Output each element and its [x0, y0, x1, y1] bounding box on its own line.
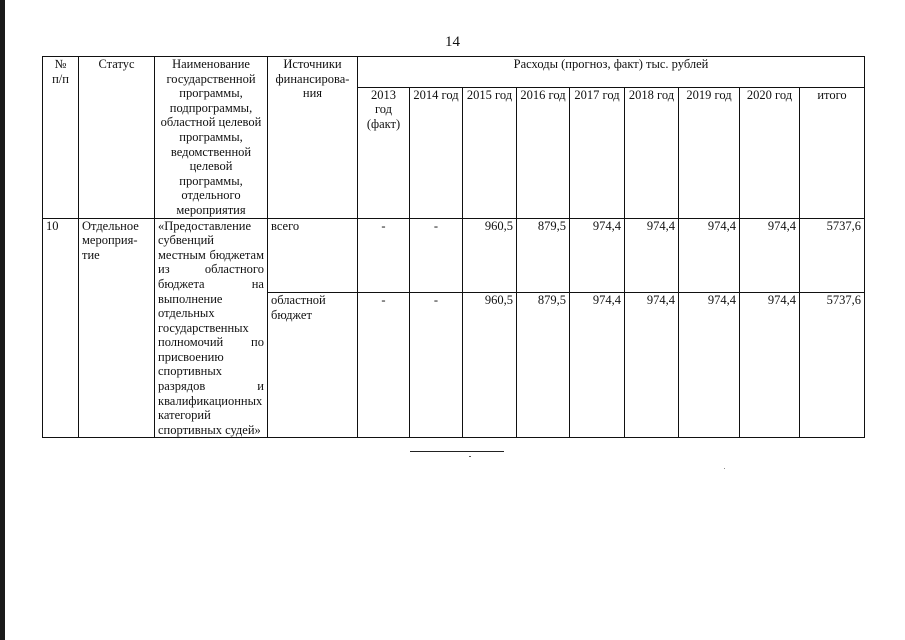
value-cell: 974,4: [570, 293, 625, 438]
scan-edge: [0, 0, 5, 640]
value-cell: 5737,6: [800, 218, 865, 293]
value-cell: 974,4: [740, 293, 800, 438]
value-cell: 974,4: [625, 218, 679, 293]
header-year: 2015 год: [463, 87, 517, 218]
header-year: итого: [800, 87, 865, 218]
header-name: Наименование государственной программы, подпрограммы, областной целевой программы, ведомственной целевой программы, отдельного мероприятия: [155, 57, 268, 219]
header-sources: Источники финансирова-ния: [268, 57, 358, 219]
value-cell: 974,4: [679, 293, 740, 438]
row-name: «Предоставление субвенций местным бюджетам из областного бюджета на выполнение отдельных государственных полномочий по присвоению спортивных разрядов и квалификационных категорий спортивных судей»: [155, 218, 268, 438]
value-cell: 974,4: [740, 218, 800, 293]
header-expenses: Расходы (прогноз, факт) тыс. рублей: [358, 57, 865, 88]
scan-speck: [724, 468, 725, 469]
header-num-text: № п/п: [52, 57, 69, 86]
value-cell: 960,5: [463, 293, 517, 438]
row-num: 10: [43, 218, 79, 438]
page-number: 14: [445, 34, 460, 50]
scan-dot: [469, 456, 471, 457]
value-cell: 974,4: [570, 218, 625, 293]
header-year: 2017 год: [570, 87, 625, 218]
value-cell: -: [358, 293, 410, 438]
value-cell: -: [410, 293, 463, 438]
value-cell: 974,4: [625, 293, 679, 438]
value-cell: 879,5: [517, 293, 570, 438]
value-cell: 5737,6: [800, 293, 865, 438]
header-year: 2014 год: [410, 87, 463, 218]
header-year: 2018 год: [625, 87, 679, 218]
value-cell: 960,5: [463, 218, 517, 293]
header-year: 2020 год: [740, 87, 800, 218]
header-num: [43, 57, 79, 219]
header-year: 2013 год (факт): [358, 87, 410, 218]
budget-table: [42, 56, 865, 438]
header-year: 2016 год: [517, 87, 570, 218]
header-year: 2019 год: [679, 87, 740, 218]
value-cell: 974,4: [679, 218, 740, 293]
value-cell: -: [410, 218, 463, 293]
header-row-1: [43, 57, 865, 88]
source-label: областной бюджет: [268, 293, 358, 438]
row-status: Отдельное мероприя-тие: [79, 218, 155, 438]
value-cell: 879,5: [517, 218, 570, 293]
value-cell: -: [358, 218, 410, 293]
source-label: всего: [268, 218, 358, 293]
header-status: Статус: [79, 57, 155, 219]
footer-divider: [410, 451, 504, 452]
table-row: [43, 218, 865, 293]
